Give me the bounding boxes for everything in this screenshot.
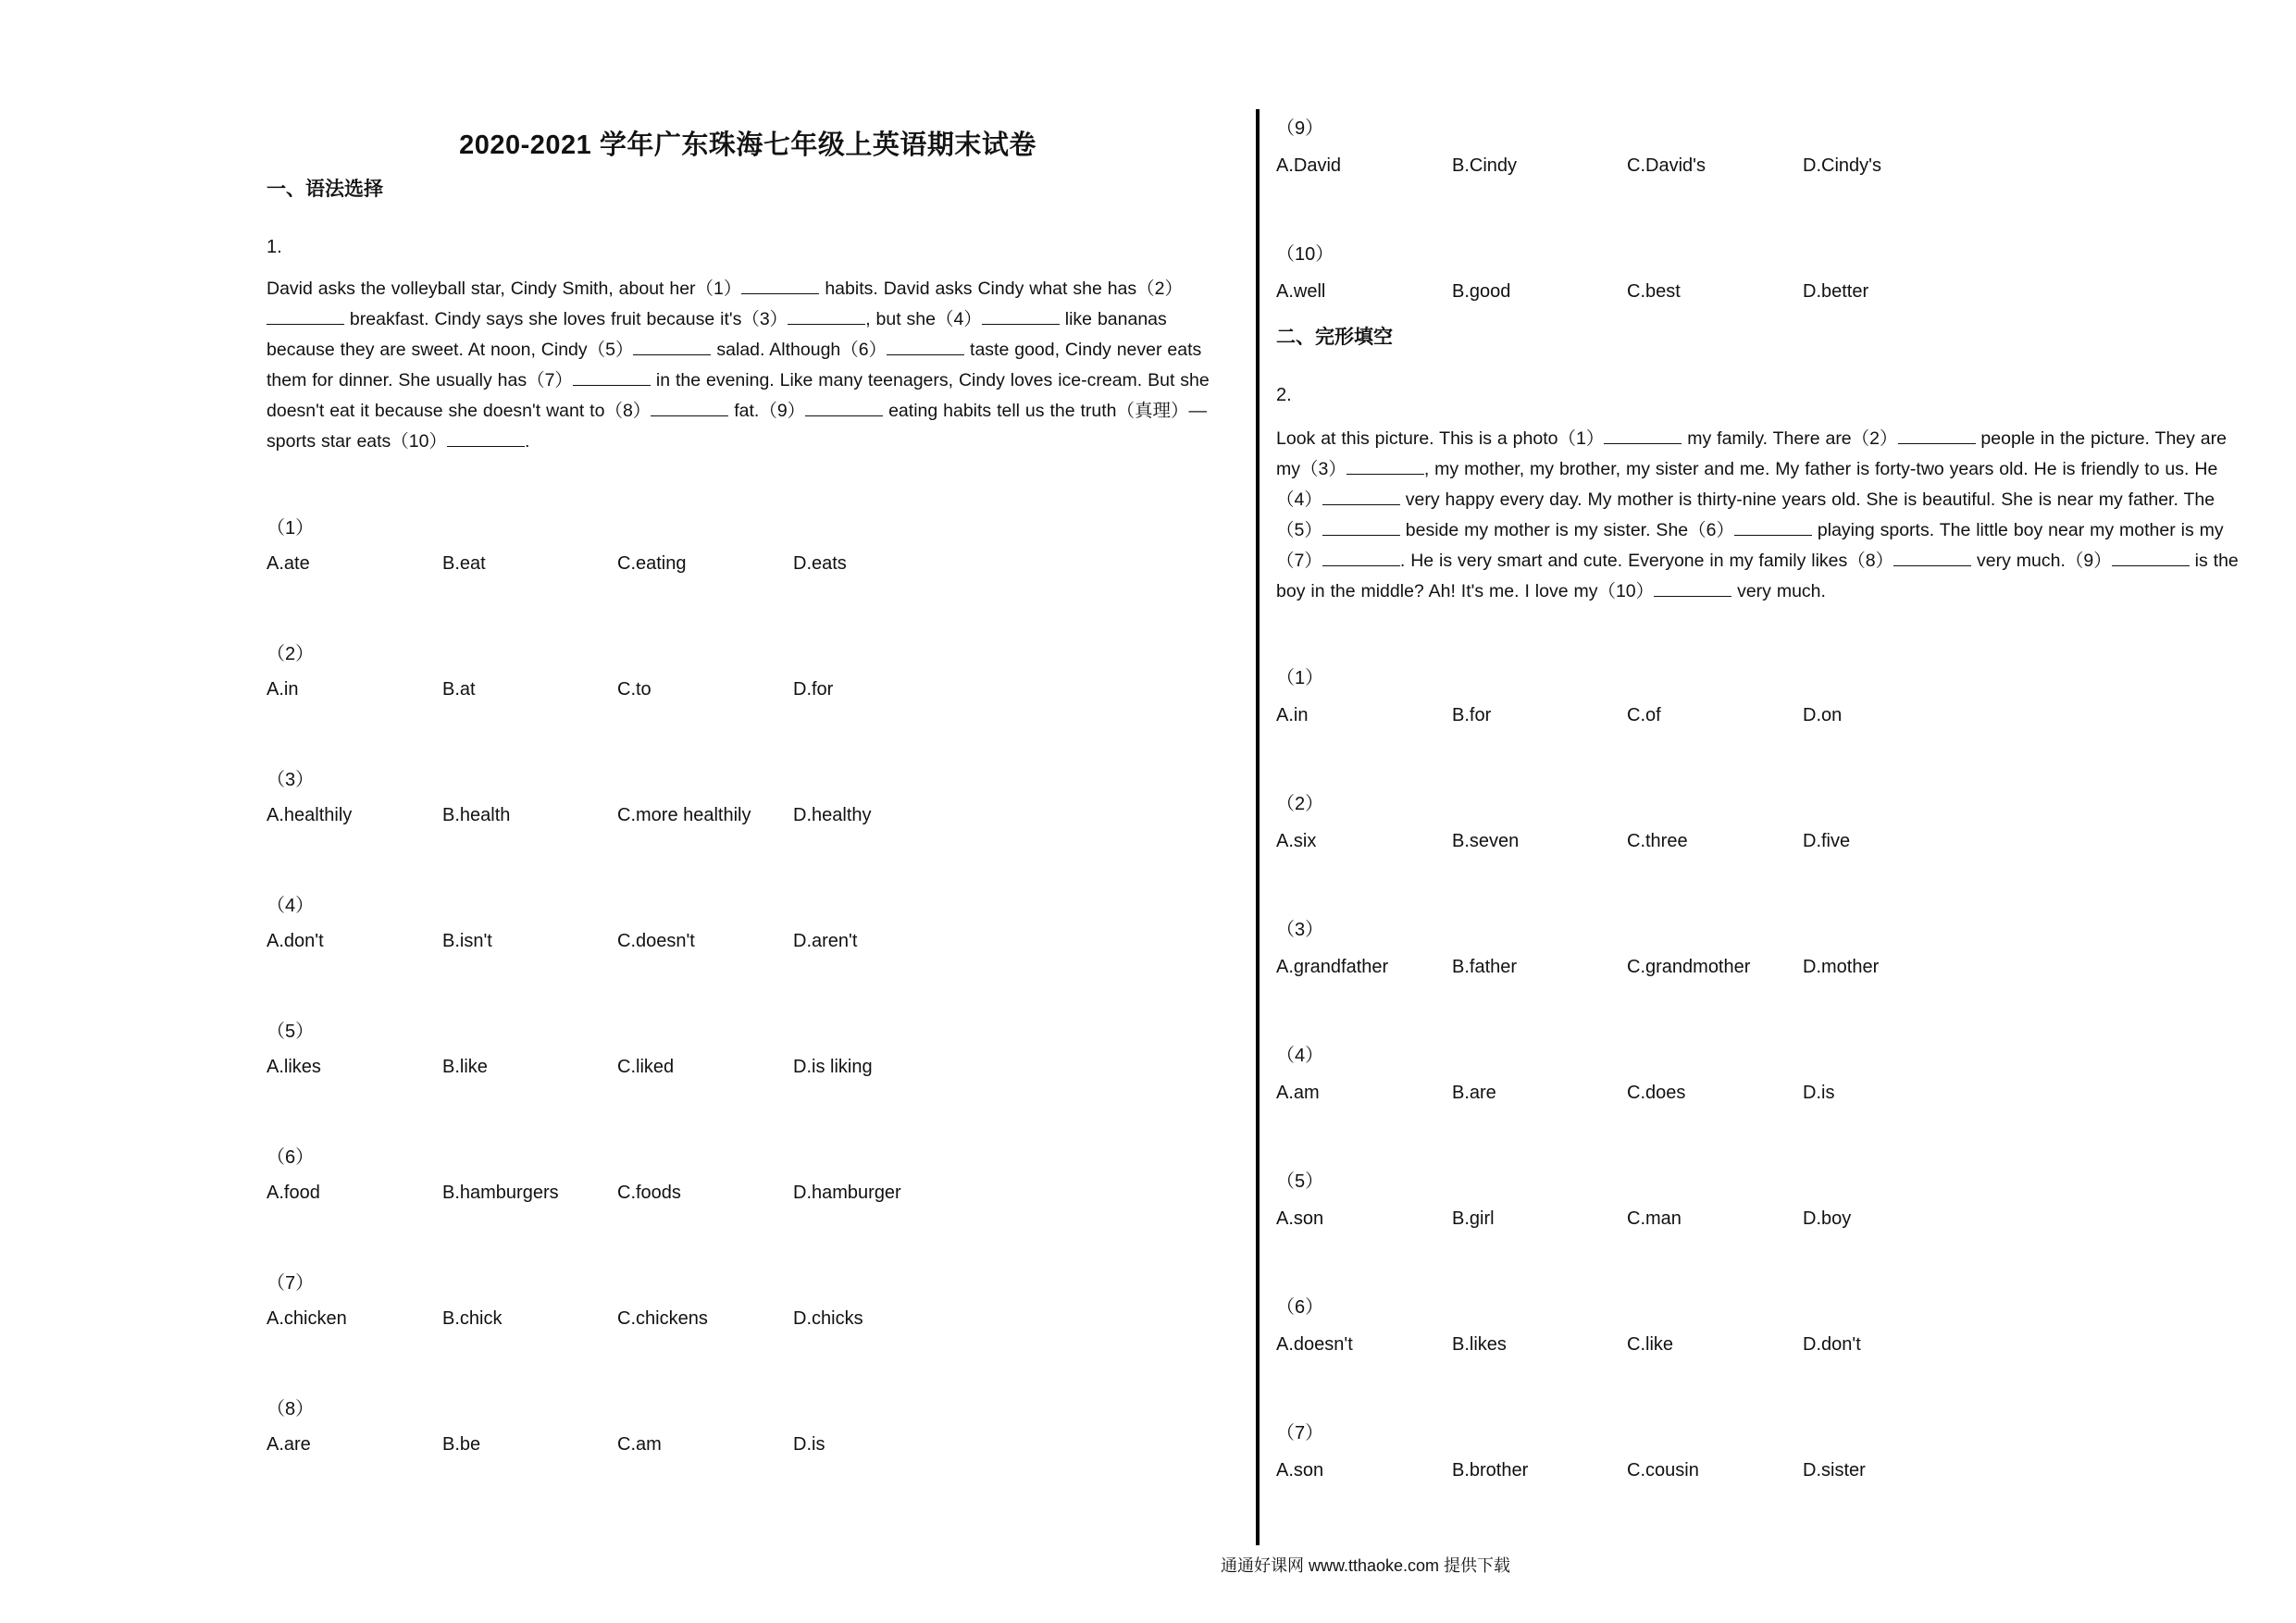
options-row bbox=[1276, 705, 2239, 733]
option-d[interactable]: D.boy bbox=[1803, 1208, 1852, 1229]
option-b[interactable]: B.father bbox=[1452, 957, 1518, 977]
answer-blank bbox=[887, 336, 964, 355]
option-a[interactable]: A.David bbox=[1276, 155, 1342, 176]
option-b[interactable]: B.health bbox=[442, 805, 511, 825]
answer-blank bbox=[267, 305, 344, 325]
answer-blank bbox=[447, 427, 525, 447]
answer-blank bbox=[1347, 455, 1424, 475]
passage-text: David asks the volleyball star, Cindy Smith, about her（1） bbox=[267, 279, 742, 299]
answer-blank bbox=[651, 397, 728, 416]
option-b[interactable]: B.isn't bbox=[442, 931, 492, 951]
passage-text: my family. There are（2） bbox=[1682, 428, 1898, 449]
section-heading-cloze: 二、完形填空 bbox=[1276, 327, 1393, 348]
option-a[interactable]: A.likes bbox=[267, 1057, 321, 1077]
passage-text: breakfast. Cindy says she loves fruit because it's（3） bbox=[344, 309, 788, 329]
option-c[interactable]: C.David's bbox=[1627, 155, 1706, 176]
sub-question-label: （3） bbox=[1276, 920, 1324, 940]
option-a[interactable]: A.six bbox=[1276, 831, 1317, 851]
answer-blank bbox=[982, 305, 1060, 325]
options-row bbox=[267, 553, 1229, 581]
option-c[interactable]: C.man bbox=[1627, 1208, 1682, 1229]
option-d[interactable]: D.better bbox=[1803, 281, 1869, 302]
passage-text: fat.（9） bbox=[728, 401, 806, 421]
option-a[interactable]: A.in bbox=[267, 679, 299, 700]
sub-question-label: （7） bbox=[1276, 1423, 1324, 1443]
option-a[interactable]: A.well bbox=[1276, 281, 1326, 302]
answer-blank bbox=[788, 305, 865, 325]
passage-text: habits. David asks Cindy what she has（2） bbox=[819, 279, 1184, 299]
options-row bbox=[1276, 1334, 2239, 1362]
sub-question-label: （9） bbox=[1276, 118, 1324, 139]
page-title: 2020-2021 学年广东珠海七年级上英语期末试卷 bbox=[459, 130, 1036, 160]
options-row bbox=[267, 1434, 1229, 1462]
option-c[interactable]: C.am bbox=[617, 1434, 662, 1455]
option-c[interactable]: C.like bbox=[1627, 1334, 1674, 1355]
answer-blank bbox=[1893, 547, 1971, 566]
option-c[interactable]: C.liked bbox=[617, 1057, 675, 1077]
option-a[interactable]: A.food bbox=[267, 1183, 320, 1203]
option-d[interactable]: D.eats bbox=[793, 553, 847, 574]
answer-blank bbox=[805, 397, 883, 416]
option-b[interactable]: B.girl bbox=[1452, 1208, 1495, 1229]
answer-blank bbox=[1654, 577, 1731, 597]
section-heading-grammar: 一、语法选择 bbox=[267, 179, 383, 200]
options-row bbox=[1276, 155, 2239, 183]
options-row bbox=[267, 1183, 1229, 1210]
option-c[interactable]: C.does bbox=[1627, 1083, 1686, 1103]
option-d[interactable]: D.is bbox=[793, 1434, 825, 1455]
passage-text: salad. Although（6） bbox=[711, 340, 887, 360]
option-d[interactable]: D.healthy bbox=[793, 805, 872, 825]
option-d[interactable]: D.chicks bbox=[793, 1308, 863, 1329]
passage-text: in the evening. Like many teenagers, Cindy loves ice-cream. But she doesn't eat it because she doesn't want to（8） bbox=[267, 370, 1210, 421]
option-a[interactable]: A.don't bbox=[267, 931, 324, 951]
option-c[interactable]: C.doesn't bbox=[617, 931, 695, 951]
answer-blank bbox=[573, 366, 651, 386]
passage-text: . bbox=[525, 431, 530, 452]
answer-blank bbox=[1898, 425, 1976, 444]
option-a[interactable]: A.ate bbox=[267, 553, 310, 574]
options-row bbox=[1276, 831, 2239, 859]
options-row bbox=[1276, 1208, 2239, 1236]
option-c[interactable]: C.cousin bbox=[1627, 1460, 1699, 1481]
sub-question-label: （2） bbox=[1276, 794, 1324, 814]
option-b[interactable]: B.brother bbox=[1452, 1460, 1529, 1481]
answer-blank bbox=[741, 275, 819, 294]
option-c[interactable]: C.more healthily bbox=[617, 805, 751, 825]
option-a[interactable]: A.are bbox=[267, 1434, 311, 1455]
passage-text: like bananas because they are sweet. At noon, Cindy（5） bbox=[267, 309, 1167, 360]
option-d[interactable]: D.mother bbox=[1803, 957, 1880, 977]
passage-text: is the boy in the middle? Ah! It's me. I love my（10） bbox=[1276, 551, 2239, 601]
answer-blank bbox=[1322, 516, 1400, 536]
passage-text: , my mother, my brother, my sister and me. My father is forty-two years old. He is friendly to us. He（4） bbox=[1276, 459, 2218, 510]
passage-text: people in the picture. They are my（3） bbox=[1276, 428, 2227, 479]
option-d[interactable]: D.for bbox=[793, 679, 834, 700]
sub-question-label: （7） bbox=[267, 1273, 315, 1294]
passage-text: eating habits tell us the truth（真理）—sports star eats（10） bbox=[267, 401, 1207, 452]
option-b[interactable]: B.hamburgers bbox=[442, 1183, 559, 1203]
option-a[interactable]: A.grandfather bbox=[1276, 957, 1389, 977]
sub-question-label: （3） bbox=[267, 770, 315, 790]
answer-blank bbox=[633, 336, 711, 355]
option-d[interactable]: D.Cindy's bbox=[1803, 155, 1881, 176]
option-a[interactable]: A.in bbox=[1276, 705, 1309, 725]
option-a[interactable]: A.doesn't bbox=[1276, 1334, 1353, 1355]
options-row bbox=[1276, 281, 2239, 309]
option-b[interactable]: B.eat bbox=[442, 553, 486, 574]
options-row bbox=[267, 1057, 1229, 1084]
option-d[interactable]: D.don't bbox=[1803, 1334, 1861, 1355]
sub-question-label: （6） bbox=[1276, 1297, 1324, 1318]
option-d[interactable]: D.sister bbox=[1803, 1460, 1866, 1481]
answer-blank bbox=[1734, 516, 1812, 536]
option-b[interactable]: B.seven bbox=[1452, 831, 1520, 851]
option-c[interactable]: C.to bbox=[617, 679, 652, 700]
answer-blank bbox=[1604, 425, 1682, 444]
option-c[interactable]: C.of bbox=[1627, 705, 1661, 725]
sub-question-label: （5） bbox=[1276, 1171, 1324, 1192]
option-b[interactable]: B.likes bbox=[1452, 1334, 1507, 1355]
option-b[interactable]: B.be bbox=[442, 1434, 481, 1455]
option-c[interactable]: C.three bbox=[1627, 831, 1688, 851]
option-b[interactable]: B.at bbox=[442, 679, 476, 700]
passage-text: Look at this picture. This is a photo（1） bbox=[1276, 428, 1605, 449]
option-b[interactable]: B.for bbox=[1452, 705, 1492, 725]
sub-question-label: （4） bbox=[267, 896, 315, 916]
passage-text: very happy every day. My mother is thirty-nine years old. She is beautiful. She is near my father. The（5） bbox=[1276, 489, 2215, 540]
answer-blank bbox=[2112, 547, 2190, 566]
sub-question-label: （8） bbox=[267, 1399, 315, 1419]
option-d[interactable]: D.hamburger bbox=[793, 1183, 901, 1203]
options-row bbox=[267, 1308, 1229, 1336]
passage-text: very much. bbox=[1731, 581, 1826, 601]
page-footer: 通通好课网 www.tthaoke.com 提供下载 bbox=[1220, 1556, 1511, 1575]
passage-text: taste good, Cindy never eats them for dinner. She usually has（7） bbox=[267, 340, 1202, 390]
option-b[interactable]: B.Cindy bbox=[1452, 155, 1518, 176]
options-row bbox=[267, 931, 1229, 959]
passage-text: very much.（9） bbox=[1971, 551, 2112, 571]
option-b[interactable]: B.are bbox=[1452, 1083, 1496, 1103]
option-d[interactable]: D.five bbox=[1803, 831, 1851, 851]
option-d[interactable]: D.is liking bbox=[793, 1057, 873, 1077]
question-number: 1. bbox=[267, 237, 282, 257]
sub-question-label: （10） bbox=[1276, 244, 1334, 265]
passage-text: , but she（4） bbox=[865, 309, 982, 329]
options-row bbox=[267, 805, 1229, 833]
option-a[interactable]: A.son bbox=[1276, 1208, 1324, 1229]
passage-text: beside my mother is my sister. She（6） bbox=[1399, 520, 1734, 540]
passage-q2 bbox=[1276, 424, 2239, 607]
option-d[interactable]: D.on bbox=[1803, 705, 1843, 725]
option-b[interactable]: B.chick bbox=[442, 1308, 503, 1329]
option-a[interactable]: A.son bbox=[1276, 1460, 1324, 1481]
sub-question-label: （1） bbox=[267, 518, 315, 539]
option-b[interactable]: B.like bbox=[442, 1057, 488, 1077]
option-a[interactable]: A.am bbox=[1276, 1083, 1320, 1103]
option-b[interactable]: B.good bbox=[1452, 281, 1511, 302]
option-c[interactable]: C.foods bbox=[617, 1183, 681, 1203]
question-number: 2. bbox=[1276, 385, 1292, 405]
answer-blank bbox=[1322, 486, 1400, 505]
option-c[interactable]: C.chickens bbox=[617, 1308, 708, 1329]
sub-question-label: （2） bbox=[267, 644, 315, 664]
option-a[interactable]: A.healthily bbox=[267, 805, 353, 825]
option-c[interactable]: C.eating bbox=[617, 553, 687, 574]
sub-question-label: （6） bbox=[267, 1147, 315, 1168]
passage-text: playing sports. The little boy near my mother is my（7） bbox=[1276, 520, 2224, 571]
column-divider bbox=[1256, 109, 1260, 1545]
passage-text: . He is very smart and cute. Everyone in my family likes（8） bbox=[1399, 551, 1894, 571]
options-row bbox=[1276, 957, 2239, 985]
passage-q1 bbox=[267, 274, 1229, 457]
option-d[interactable]: D.aren't bbox=[793, 931, 858, 951]
sub-question-label: （4） bbox=[1276, 1046, 1324, 1066]
option-c[interactable]: C.grandmother bbox=[1627, 957, 1751, 977]
answer-blank bbox=[1322, 547, 1400, 566]
sub-question-label: （5） bbox=[267, 1022, 315, 1042]
option-d[interactable]: D.is bbox=[1803, 1083, 1835, 1103]
options-row bbox=[267, 679, 1229, 707]
options-row bbox=[1276, 1083, 2239, 1110]
options-row bbox=[1276, 1460, 2239, 1488]
option-c[interactable]: C.best bbox=[1627, 281, 1681, 302]
option-a[interactable]: A.chicken bbox=[267, 1308, 347, 1329]
sub-question-label: （1） bbox=[1276, 668, 1324, 688]
